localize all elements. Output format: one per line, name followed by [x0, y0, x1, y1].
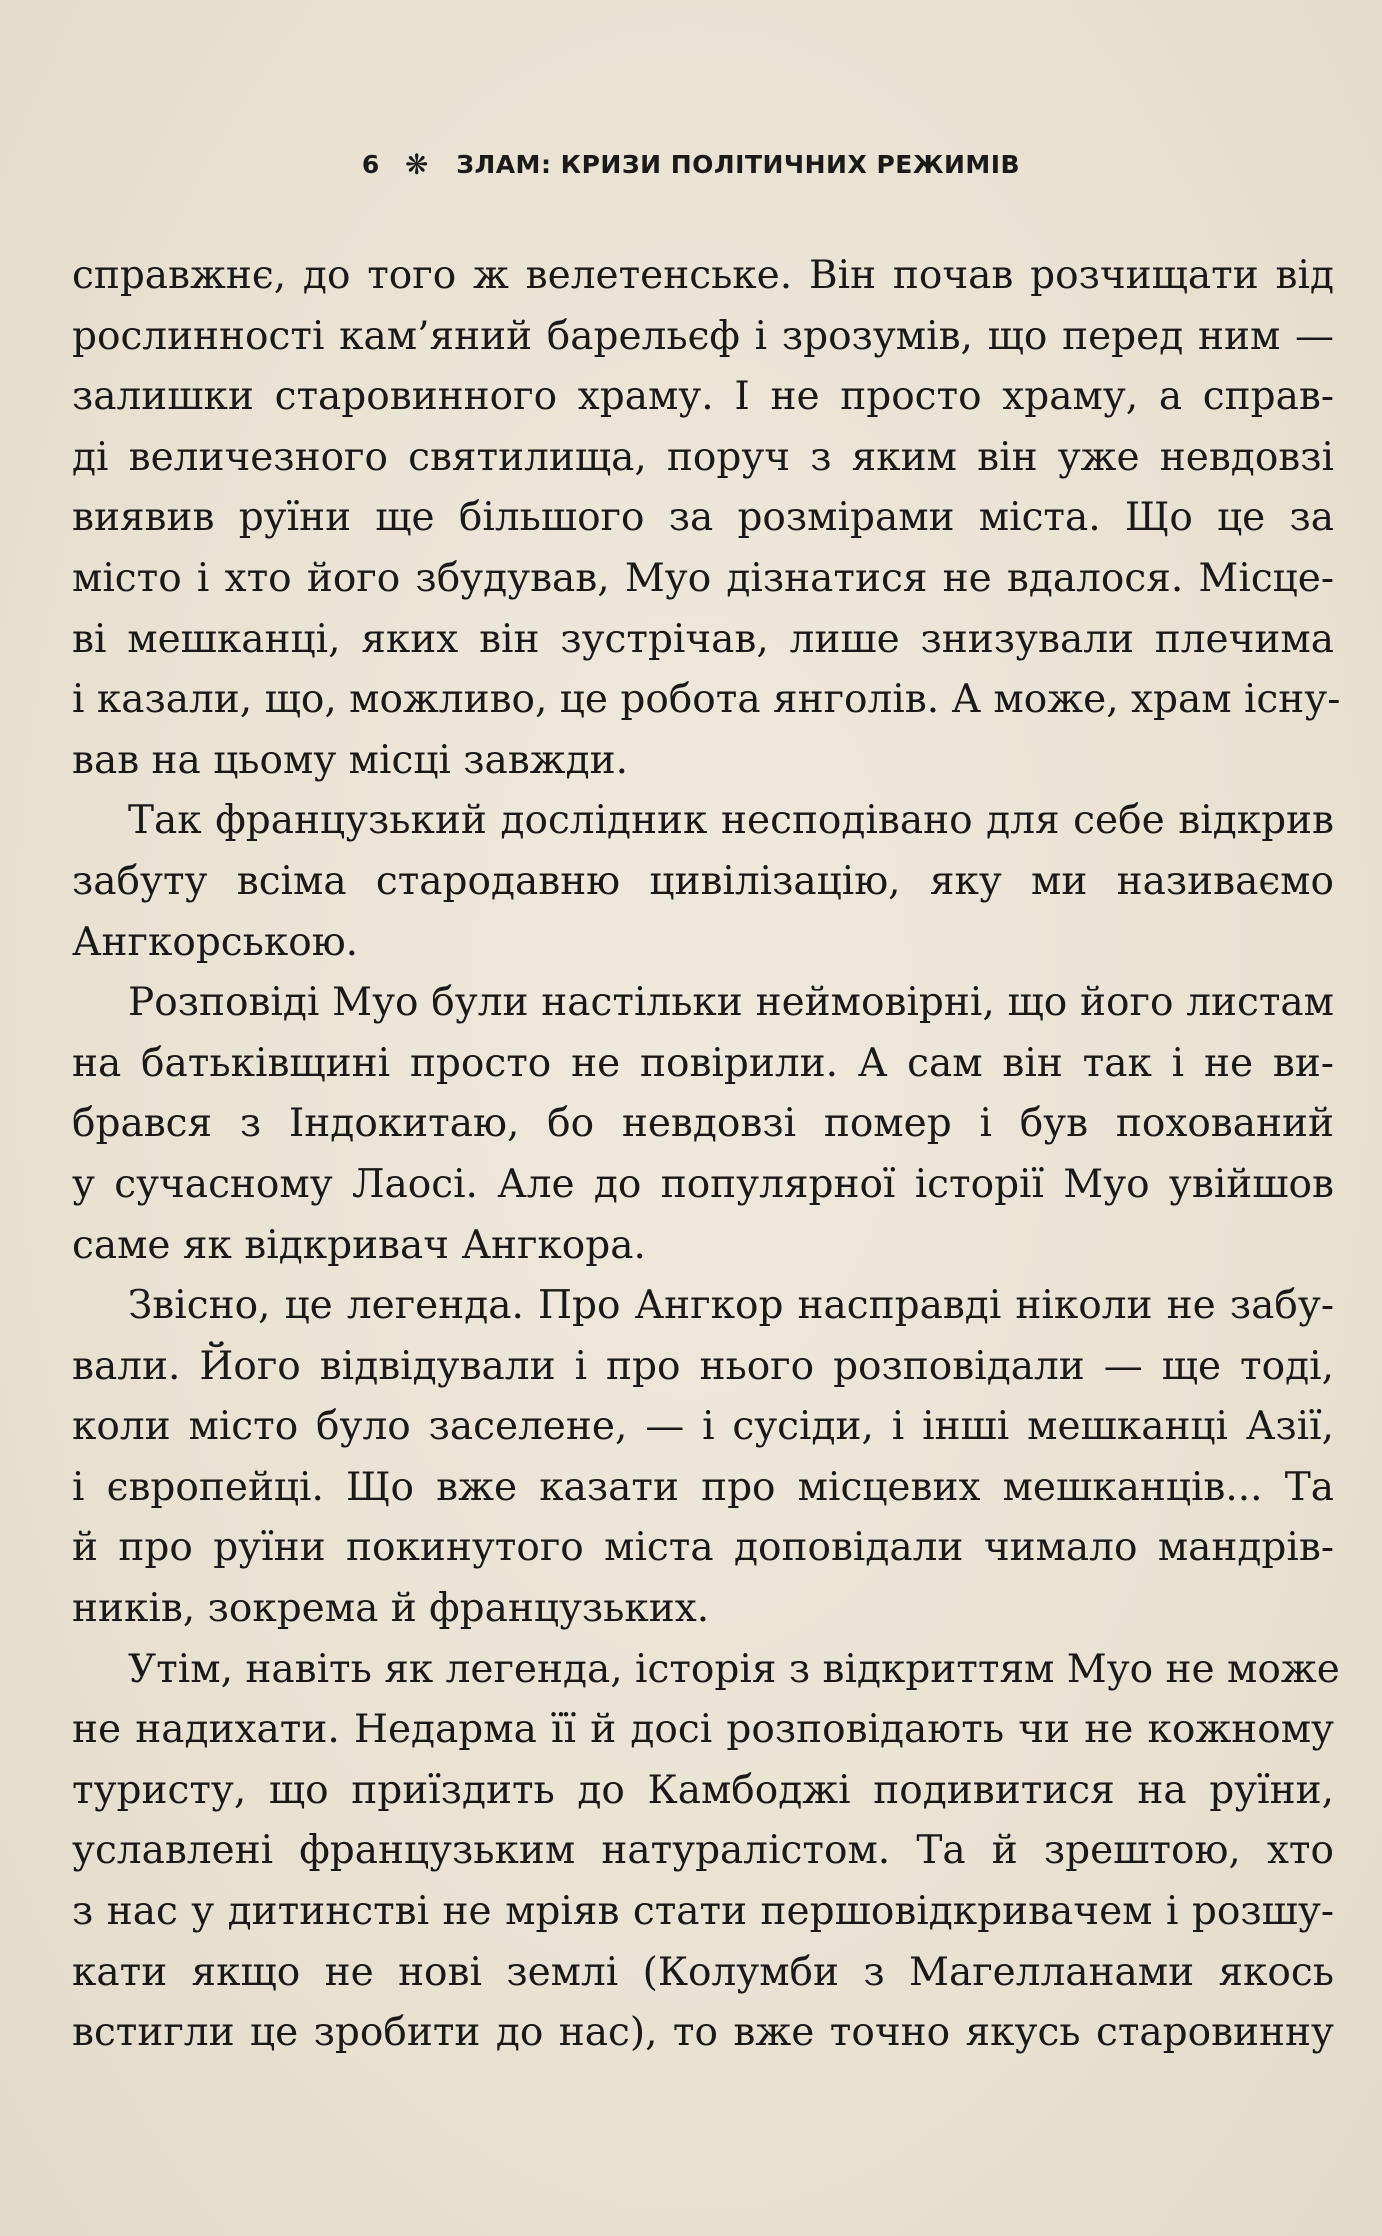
text-line: на батьківщині просто не повірили. А сам він так і не ви- [72, 1040, 1334, 1086]
text-line: уславлені французьким натуралістом. Та й зрештою, хто [72, 1828, 1334, 1874]
text-line: саме як відкривач Ангкора. [72, 1222, 646, 1268]
text-line: коли місто було заселене, — і сусіди, і інші мешканці Азії, [72, 1404, 1334, 1450]
chapter-title: ЗЛАМ: КРИЗИ ПОЛІТИЧНИХ РЕЖИМІВ [456, 150, 1021, 179]
text-line: виявив руїни ще більшого за розмірами міста. Що це за [72, 495, 1334, 541]
text-line: забуту всіма стародавню цивілізацію, яку ми називаємо [72, 858, 1334, 904]
text-line: Розповіді Муо були настільки неймовірні, що його листам [128, 980, 1334, 1026]
text-line: брався з Індокитаю, бо невдовзі помер і був похований [72, 1101, 1334, 1147]
text-line: не надихати. Недарма її й досі розповідають чи не кожному [72, 1707, 1334, 1753]
text-line: ві мешканці, яких він зустрічав, лише знизували плечима [72, 616, 1334, 662]
text-line: у сучасному Лаосі. Але до популярної історії Муо увійшов [72, 1161, 1334, 1207]
text-line: вали. Його відвідували і про нього розповідали — ще тоді, [72, 1343, 1334, 1389]
text-line: залишки старовинного храму. І не просто храму, а справ- [72, 374, 1334, 420]
text-line: Звісно, це легенда. Про Ангкор насправді ніколи не забу- [128, 1283, 1334, 1329]
ornament-icon: ❋ [405, 148, 429, 181]
text-line: справжнє, до того ж велетенське. Він почав розчищати від [72, 253, 1334, 298]
text-line: ді величезного святилища, поруч з яким він уже невдовзі [72, 434, 1334, 480]
text-line: ників, зокрема й французьких. [72, 1586, 710, 1632]
text-line: кати якщо не нові землі (Колумби з Магелланами якось [72, 1949, 1334, 1995]
text-line: місто і хто його збудував, Муо дізнатися не вдалося. Місце- [72, 555, 1334, 601]
text-line: з нас у дитинстві не мріяв стати першовідкривачем і розшу- [72, 1889, 1334, 1935]
text-line: й про руїни покинутого міста доповідали чимало мандрів- [72, 1525, 1334, 1571]
text-line: Утім, навіть як легенда, історія з відкриттям Муо не може [128, 1646, 1340, 1692]
text-line: вав на цьому місці завжди. [72, 737, 629, 783]
text-line: встигли це зробити до нас), то вже точно якусь старовинну [72, 2010, 1334, 2056]
text-line: Так французький дослідник несподівано для себе відкрив [128, 798, 1334, 844]
text-line: Ангкорською. [72, 919, 359, 965]
text-line: туристу, що приїздить до Камбоджі подивитися на руїни, [72, 1767, 1334, 1813]
text-line: і казали, що, можливо, це робота янголів. А може, храм існу- [72, 677, 1341, 723]
text-line: і європейці. Що вже казати про місцевих мешканців... Та [72, 1464, 1334, 1510]
text-line: рослинності кам’яний барельєф і зрозумів, що перед ним — [72, 313, 1334, 359]
body-text [72, 246, 1341, 2064]
page-number: 6 [361, 150, 380, 179]
running-head [0, 148, 1382, 181]
